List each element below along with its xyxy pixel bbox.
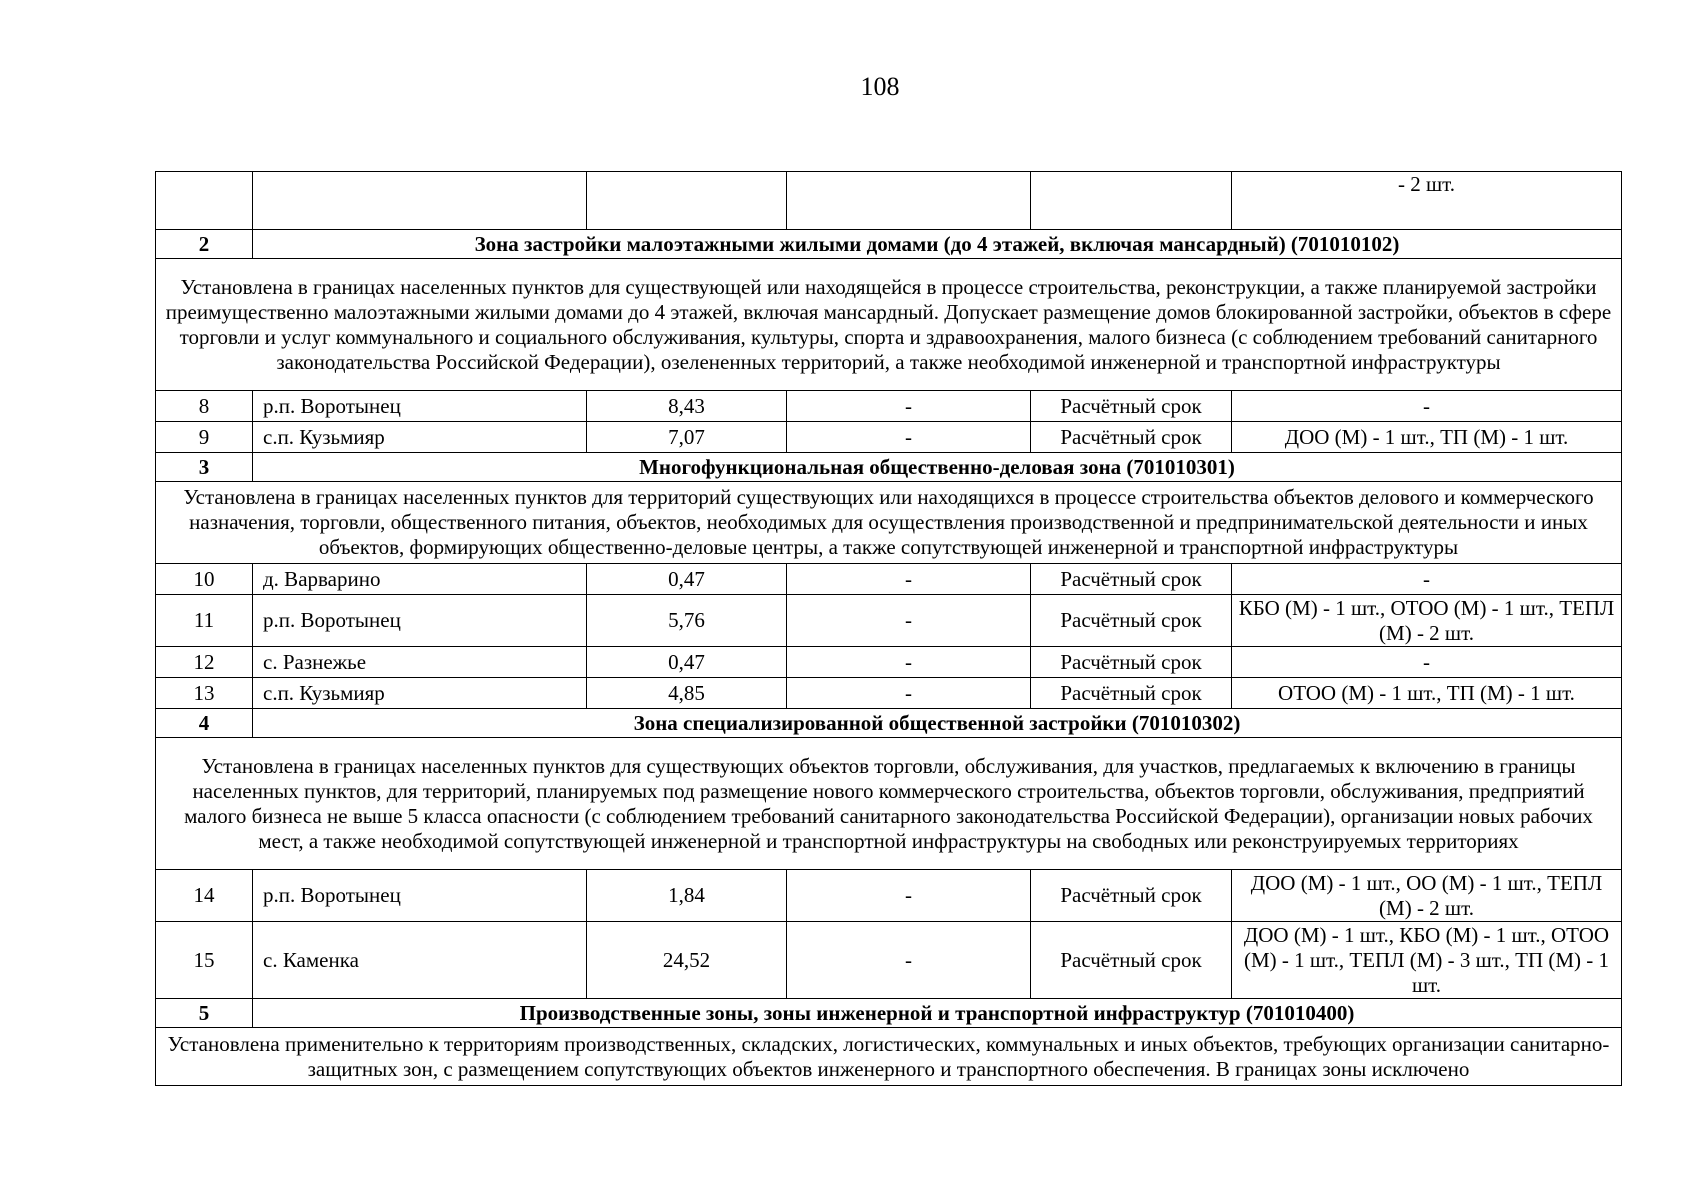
planned-objects: -: [1232, 391, 1622, 422]
area-value: 5,76: [587, 595, 787, 647]
section-header-row: [156, 453, 1622, 482]
planned-objects: ДОО (М) - 1 шт., ОО (М) - 1 шт., ТЕПЛ (М) - 2 шт.: [1232, 870, 1622, 922]
table-row: [156, 422, 1622, 453]
column-4-value: -: [787, 595, 1031, 647]
settlement-name: с. Разнежье: [253, 647, 587, 678]
settlement-name: с.п. Кузьмияр: [253, 422, 587, 453]
section-description-row: [156, 259, 1622, 391]
section-description: Установлена в границах населенных пунктов для существующих объектов торговли, обслуживания, для участков, предлагаемых к включению в границы населенных пунктов, для территорий, планируемых под размещение нового коммерческого строительства, объектов торговли, обслуживания, предприятий малого бизнеса не выше 5 класса опасности (с соблюдением требований санитарного законодательства Российской Федерации), организации новых рабочих мест, а также необходимой сопутствующей инженерной и транспортной инфраструктуры на свободных или реконструируемых территориях: [156, 738, 1622, 870]
section-description: Установлена применительно к территориям производственных, складских, логистических, коммунальных и иных объектов, требующих организации санитарно-защитных зон, с размещением сопутствующих объектов инженерного и транспортного обеспечения. В границах зоны исключено: [156, 1028, 1622, 1086]
settlement-name: р.п. Воротынец: [253, 870, 587, 922]
implementation-term: Расчётный срок: [1031, 870, 1232, 922]
row-number: 12: [156, 647, 253, 678]
table-row: [156, 595, 1622, 647]
area-value: 4,85: [587, 678, 787, 709]
area-value: 8,43: [587, 391, 787, 422]
section-description: Установлена в границах населенных пунктов для территорий существующих или находящихся в процессе строительства объектов делового и коммерческого назначения, торговли, общественного питания, объектов, необходимых для осуществления производственной и предпринимательской деятельности и иных объектов, формирующих общественно-деловые центры, а также сопутствующей инженерной и транспортной инфраструктуры: [156, 482, 1622, 564]
settlement-name: р.п. Воротынец: [253, 391, 587, 422]
row-number: 11: [156, 595, 253, 647]
implementation-term: Расчётный срок: [1031, 922, 1232, 999]
table-row: [156, 647, 1622, 678]
implementation-term: Расчётный срок: [1031, 422, 1232, 453]
area-value: 7,07: [587, 422, 787, 453]
row-number: 8: [156, 391, 253, 422]
planned-objects: КБО (М) - 1 шт., ОТОО (М) - 1 шт., ТЕПЛ (М) - 2 шт.: [1232, 595, 1622, 647]
table-row: [156, 870, 1622, 922]
zones-table: [155, 171, 1622, 1086]
planned-objects: ДОО (М) - 1 шт., ТП (М) - 1 шт.: [1232, 422, 1622, 453]
section-description-row: [156, 738, 1622, 870]
section-number: 3: [156, 453, 253, 482]
column-4-value: -: [787, 422, 1031, 453]
row-number: 13: [156, 678, 253, 709]
table-row: [156, 391, 1622, 422]
area-value: 1,84: [587, 870, 787, 922]
row-number: 15: [156, 922, 253, 999]
section-header-row: [156, 999, 1622, 1028]
section-header-row: [156, 709, 1622, 738]
settlement-name: д. Варварино: [253, 564, 587, 595]
implementation-term: Расчётный срок: [1031, 595, 1232, 647]
cell-empty: [253, 172, 587, 230]
implementation-term: Расчётный срок: [1031, 647, 1232, 678]
column-4-value: -: [787, 564, 1031, 595]
zones-table-body: [156, 172, 1622, 1086]
section-number: 4: [156, 709, 253, 738]
settlement-name: р.п. Воротынец: [253, 595, 587, 647]
section-title: Зона специализированной общественной застройки (701010302): [253, 709, 1622, 738]
section-title: Производственные зоны, зоны инженерной и транспортной инфраструктур (701010400): [253, 999, 1622, 1028]
row-number: 9: [156, 422, 253, 453]
cell-empty: [1031, 172, 1232, 230]
section-number: 5: [156, 999, 253, 1028]
section-description: Установлена в границах населенных пунктов для существующей или находящейся в процессе строительства, реконструкции, а также планируемой застройки преимущественно малоэтажными жилыми домами до 4 этажей, включая мансардный. Допускает размещение домов блокированной застройки, объектов в сфере торговли и услуг коммунального и социального обслуживания, культуры, спорта и здравоохранения, малого бизнеса (с соблюдением требований санитарного законодательства Российской Федерации), озелененных территорий, а также необходимой инженерной и транспортной инфраструктуры: [156, 259, 1622, 391]
settlement-name: с. Каменка: [253, 922, 587, 999]
implementation-term: Расчётный срок: [1031, 678, 1232, 709]
carry-over-row: [156, 172, 1622, 230]
table-row: [156, 564, 1622, 595]
area-value: 24,52: [587, 922, 787, 999]
section-header-row: [156, 230, 1622, 259]
section-number: 2: [156, 230, 253, 259]
row-number: 10: [156, 564, 253, 595]
planned-objects: -: [1232, 647, 1622, 678]
table-row: [156, 678, 1622, 709]
column-4-value: -: [787, 922, 1031, 999]
row-number: 14: [156, 870, 253, 922]
settlement-name: с.п. Кузьмияр: [253, 678, 587, 709]
section-description-row: [156, 482, 1622, 564]
table-row: [156, 922, 1622, 999]
carry-over-objects: - 2 шт.: [1232, 172, 1622, 230]
page-number: 108: [860, 72, 900, 101]
section-title: Многофункциональная общественно-деловая зона (701010301): [253, 453, 1622, 482]
implementation-term: Расчётный срок: [1031, 564, 1232, 595]
column-4-value: -: [787, 678, 1031, 709]
column-4-value: -: [787, 391, 1031, 422]
section-description-row: [156, 1028, 1622, 1086]
cell-empty: [587, 172, 787, 230]
area-value: 0,47: [587, 564, 787, 595]
cell-empty: [787, 172, 1031, 230]
cell-empty: [156, 172, 253, 230]
area-value: 0,47: [587, 647, 787, 678]
planned-objects: -: [1232, 564, 1622, 595]
column-4-value: -: [787, 647, 1031, 678]
column-4-value: -: [787, 870, 1031, 922]
planned-objects: ОТОО (М) - 1 шт., ТП (М) - 1 шт.: [1232, 678, 1622, 709]
section-title: Зона застройки малоэтажными жилыми домами (до 4 этажей, включая мансардный) (701010102): [253, 230, 1622, 259]
planned-objects: ДОО (М) - 1 шт., КБО (М) - 1 шт., ОТОО (М) - 1 шт., ТЕПЛ (М) - 3 шт., ТП (М) - 1 шт.: [1232, 922, 1622, 999]
implementation-term: Расчётный срок: [1031, 391, 1232, 422]
